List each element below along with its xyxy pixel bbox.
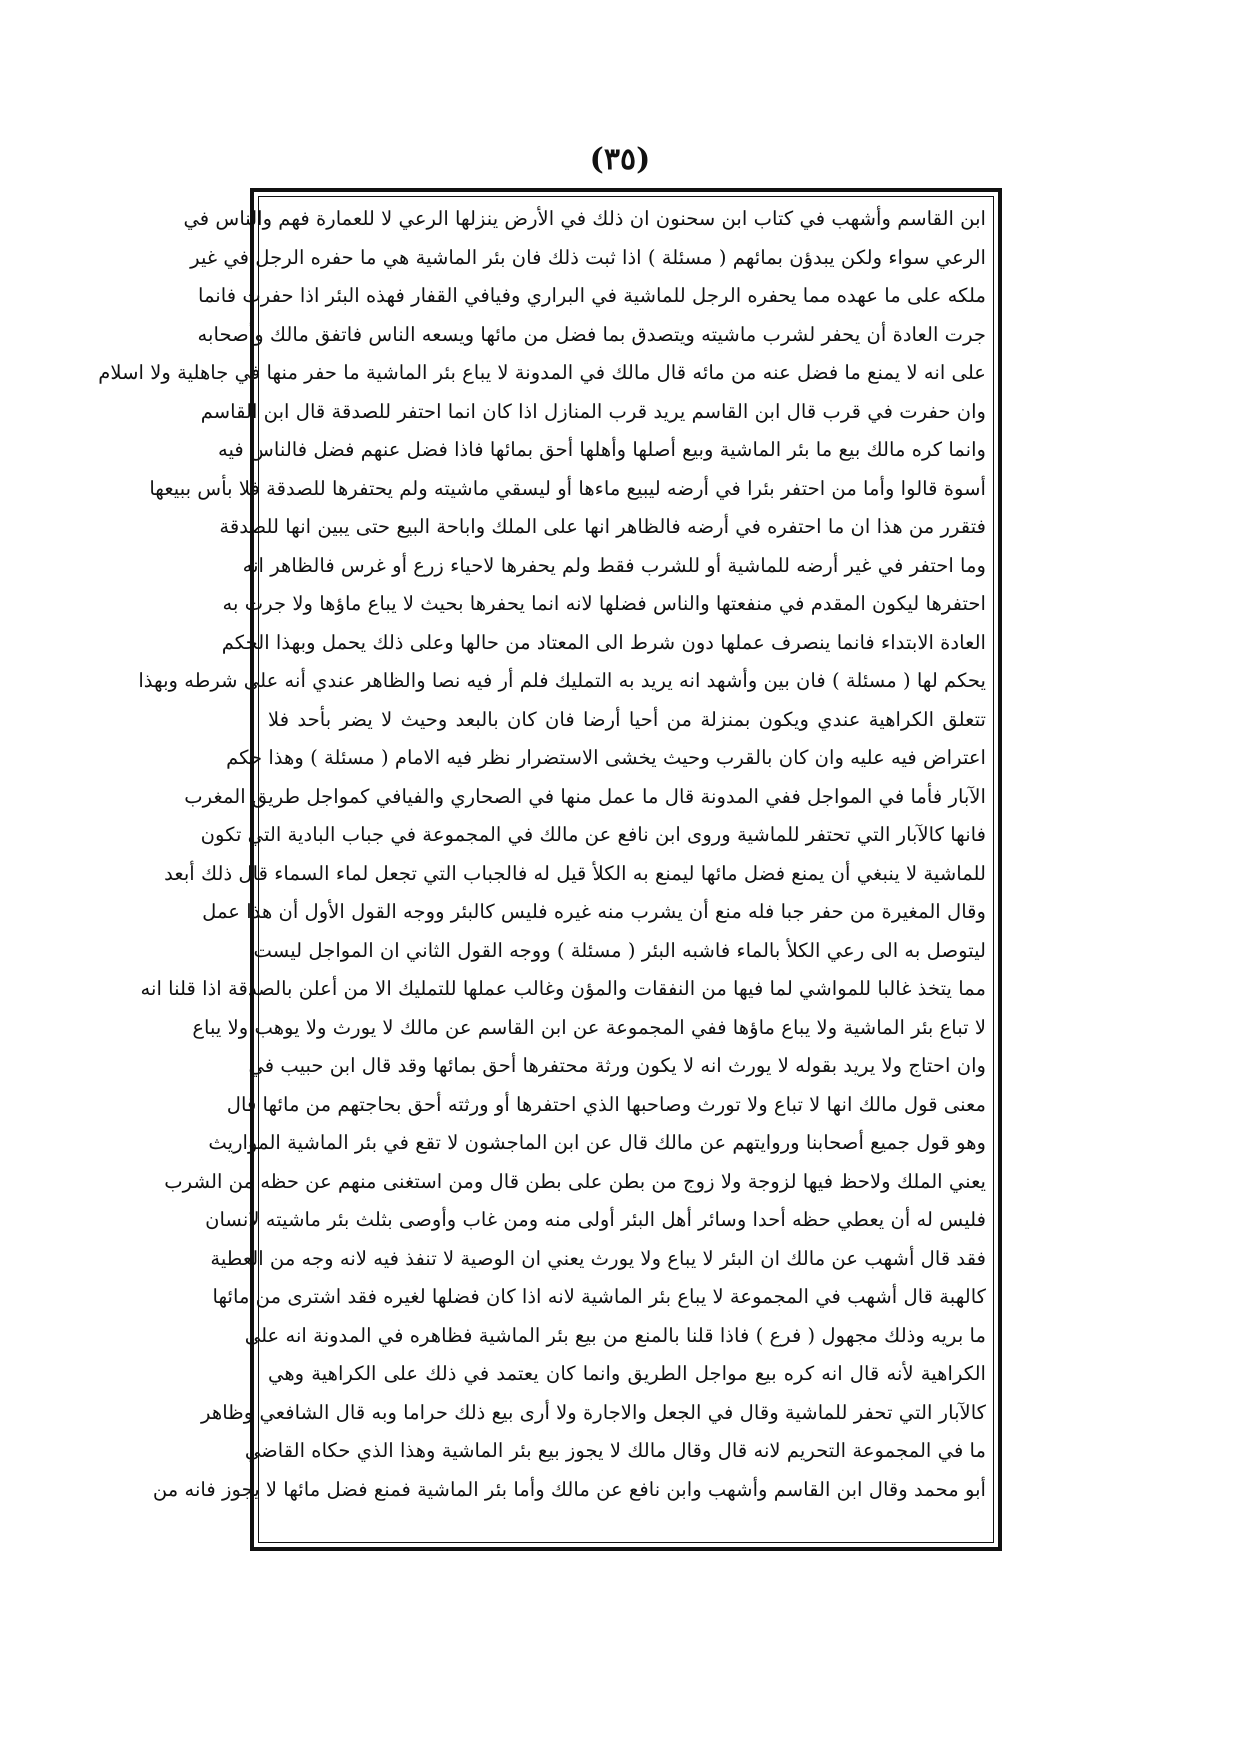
- text-line: مما يتخذ غالبا للمواشي لما فيها من النفقات والمؤن وغالب عملها للتمليك الا من أعلن بالصدقة اذا قلنا انه: [140, 977, 986, 1000]
- text-line: يعني الملك ولاحظ فيها لزوجة ولا زوج من بطن على بطن قال ومن استغنى منهم عن حظه من الشرب: [164, 1169, 986, 1193]
- page-number: (٣٥): [589, 142, 651, 177]
- text-line: للماشية لا ينبغي أن يمنع فضل مائها ليمنع به الكلأ قيل له فالجباب التي تجعل لماء السماء قال ذلك أبعد: [164, 861, 986, 885]
- text-line: ملكه على ما عهده مما يحفره الرجل للماشية في البراري وفيافي القفار فهذه البئر اذا حفرت فانما: [198, 284, 986, 307]
- text-line: كالآبار التي تحفر للماشية وقال في الجعل والاجارة ولا أرى بيع ذلك حراما وبه قال الشافعي وظاهر: [201, 1400, 986, 1424]
- text-line: الرعي سواء ولكن يبدؤن بمائهم ( مسئلة ) اذا ثبت ذلك فان بئر الماشية هي ما حفره الرجل في غير: [190, 245, 986, 269]
- text-line: وقال المغيرة من حفر جبا فله منع أن يشرب منه غيره فليس كالبئر ووجه القول الأول أن هذا عمل: [202, 900, 986, 923]
- text-line: وما احتفر في غير أرضه للماشية أو للشرب فقط ولم يحفرها لاحياء زرع أو غرس فالظاهر انه: [242, 553, 986, 577]
- text-line: فانها كالآبار التي تحتفر للماشية وروى ابن نافع عن مالك في المجموعة في جباب البادية التي تكون: [200, 823, 986, 846]
- text-line: على انه لا يمنع ما فضل عنه من مائه قال مالك في المدونة لا يباع بئر الماشية ما حفر منها في جاهلية ولا اسلام: [98, 361, 986, 384]
- text-line: العادة الابتداء فانما ينصرف عملها دون شرط الى المعتاد من حالها وعلى ذلك يحمل وبهذا الحكم: [221, 630, 986, 654]
- text-line: ما في المجموعة التحريم لانه قال وقال مالك لا يجوز بيع بئر الماشية وهذا الذي حكاه القاضي: [244, 1439, 986, 1462]
- text-line: أبو محمد وقال ابن القاسم وأشهب وابن نافع عن مالك وأما بئر الماشية فمنع فضل مائها لا يجوز فانه من: [152, 1477, 986, 1501]
- text-line: فليس له أن يعطي حظه أحدا وسائر أهل البئر أولى منه ومن غاب وأوصى بثلث بئر ماشيته لانسان: [205, 1208, 986, 1231]
- text-line: ابن القاسم وأشهب في كتاب ابن سحنون ان ذلك في الأرض ينزلها الرعي لا للعمارة فهم والناس في: [183, 207, 986, 230]
- text-line: كالهبة قال أشهب في المجموعة لا يباع بئر الماشية لانه اذا كان فضلها لغيره فقد اشترى من مائها: [212, 1285, 986, 1308]
- text-line: ليتوصل به الى رعي الكلأ بالماء فاشبه البئر ( مسئلة ) ووجه القول الثاني ان المواجل ليست: [253, 938, 986, 962]
- text-line: وان حفرت في قرب قال ابن القاسم يريد قرب المنازل اذا كان انما احتفر للصدقة قال ابن القاسم: [200, 399, 986, 423]
- text-line: معنى قول مالك انها لا تباع ولا تورث وصاحبها الذي احتفرها أو ورثته أحق بحاجتهم من مائها قال: [226, 1092, 986, 1116]
- text-line: أسوة قالوا وأما من احتفر بئرا في أرضه ليبيع ماءها أو ليسقي ماشيته ولم يحتفرها للصدقة فلا بأس ببيعها: [149, 476, 986, 500]
- text-line: وهو قول جميع أصحابنا وروايتهم عن مالك قال عن ابن الماجشون لا تقع في بئر الماشية المواريث: [208, 1131, 986, 1154]
- text-line: لا تباع بئر الماشية ولا يباع ماؤها ففي المجموعة عن ابن القاسم عن مالك لا يورث ولا يوهب ولا يباع: [192, 1015, 986, 1039]
- text-line: اعتراض فيه عليه وان كان بالقرب وحيث يخشى الاستضرار نظر فيه الامام ( مسئلة ) وهذا حكم: [226, 746, 986, 769]
- text-line: جرت العادة أن يحفر لشرب ماشيته ويتصدق بما فضل من مائها ويسعه الناس فاتفق مالك وأصحابه: [197, 322, 986, 346]
- text-line: وانما كره مالك بيع ما بئر الماشية وبيع أصلها وأهلها أحق بمائها فاذا فضل عنهم فضل فالناس فيه: [218, 438, 986, 461]
- text-line: وان احتاج ولا يريد بقوله لا يورث انه لا يكون ورثة محتفرها أحق بمائها وقد قال ابن حبيب في: [248, 1054, 986, 1077]
- text-line: يحكم لها ( مسئلة ) فان بين وأشهد انه يريد به التمليك فلم أر فيه نصا والظاهر عندي أنه على شرطه وبهذا: [138, 669, 986, 692]
- text-line: احتفرها ليكون المقدم في منفعتها والناس فضلها لانه انما يحفرها بحيث لا يباع ماؤها ولا جرت به: [222, 592, 986, 615]
- text-line: فتقرر من هذا ان ما احتفره في أرضه فالظاهر انها على الملك واباحة البيع حتى يبين انها للصدقة: [219, 515, 986, 538]
- text-line: ما بريه وذلك مجهول ( فرع ) فاذا قلنا بالمنع من بيع بئر الماشية فظاهره في المدونة انه على: [244, 1323, 986, 1347]
- text-line: فقد قال أشهب عن مالك ان البئر لا يباع ولا يورث يعني ان الوصية لا تنفذ فيه لانه وجه من العطية: [210, 1246, 986, 1270]
- text-line: الكراهية لأنه قال انه كره بيع مواجل الطريق وانما كان يعتمد في ذلك على الكراهية وهي: [268, 1362, 986, 1385]
- body-text: [98, 200, 986, 1509]
- text-line: تتعلق الكراهية عندي ويكون بمنزلة من أحيا أرضا فان كان بالبعد وحيث لا يضر بأحد فلا: [268, 707, 986, 731]
- text-line: الآبار فأما في المواجل ففي المدونة قال ما عمل منها في الصحاري والفيافي كمواجل طريق المغرب: [184, 784, 986, 808]
